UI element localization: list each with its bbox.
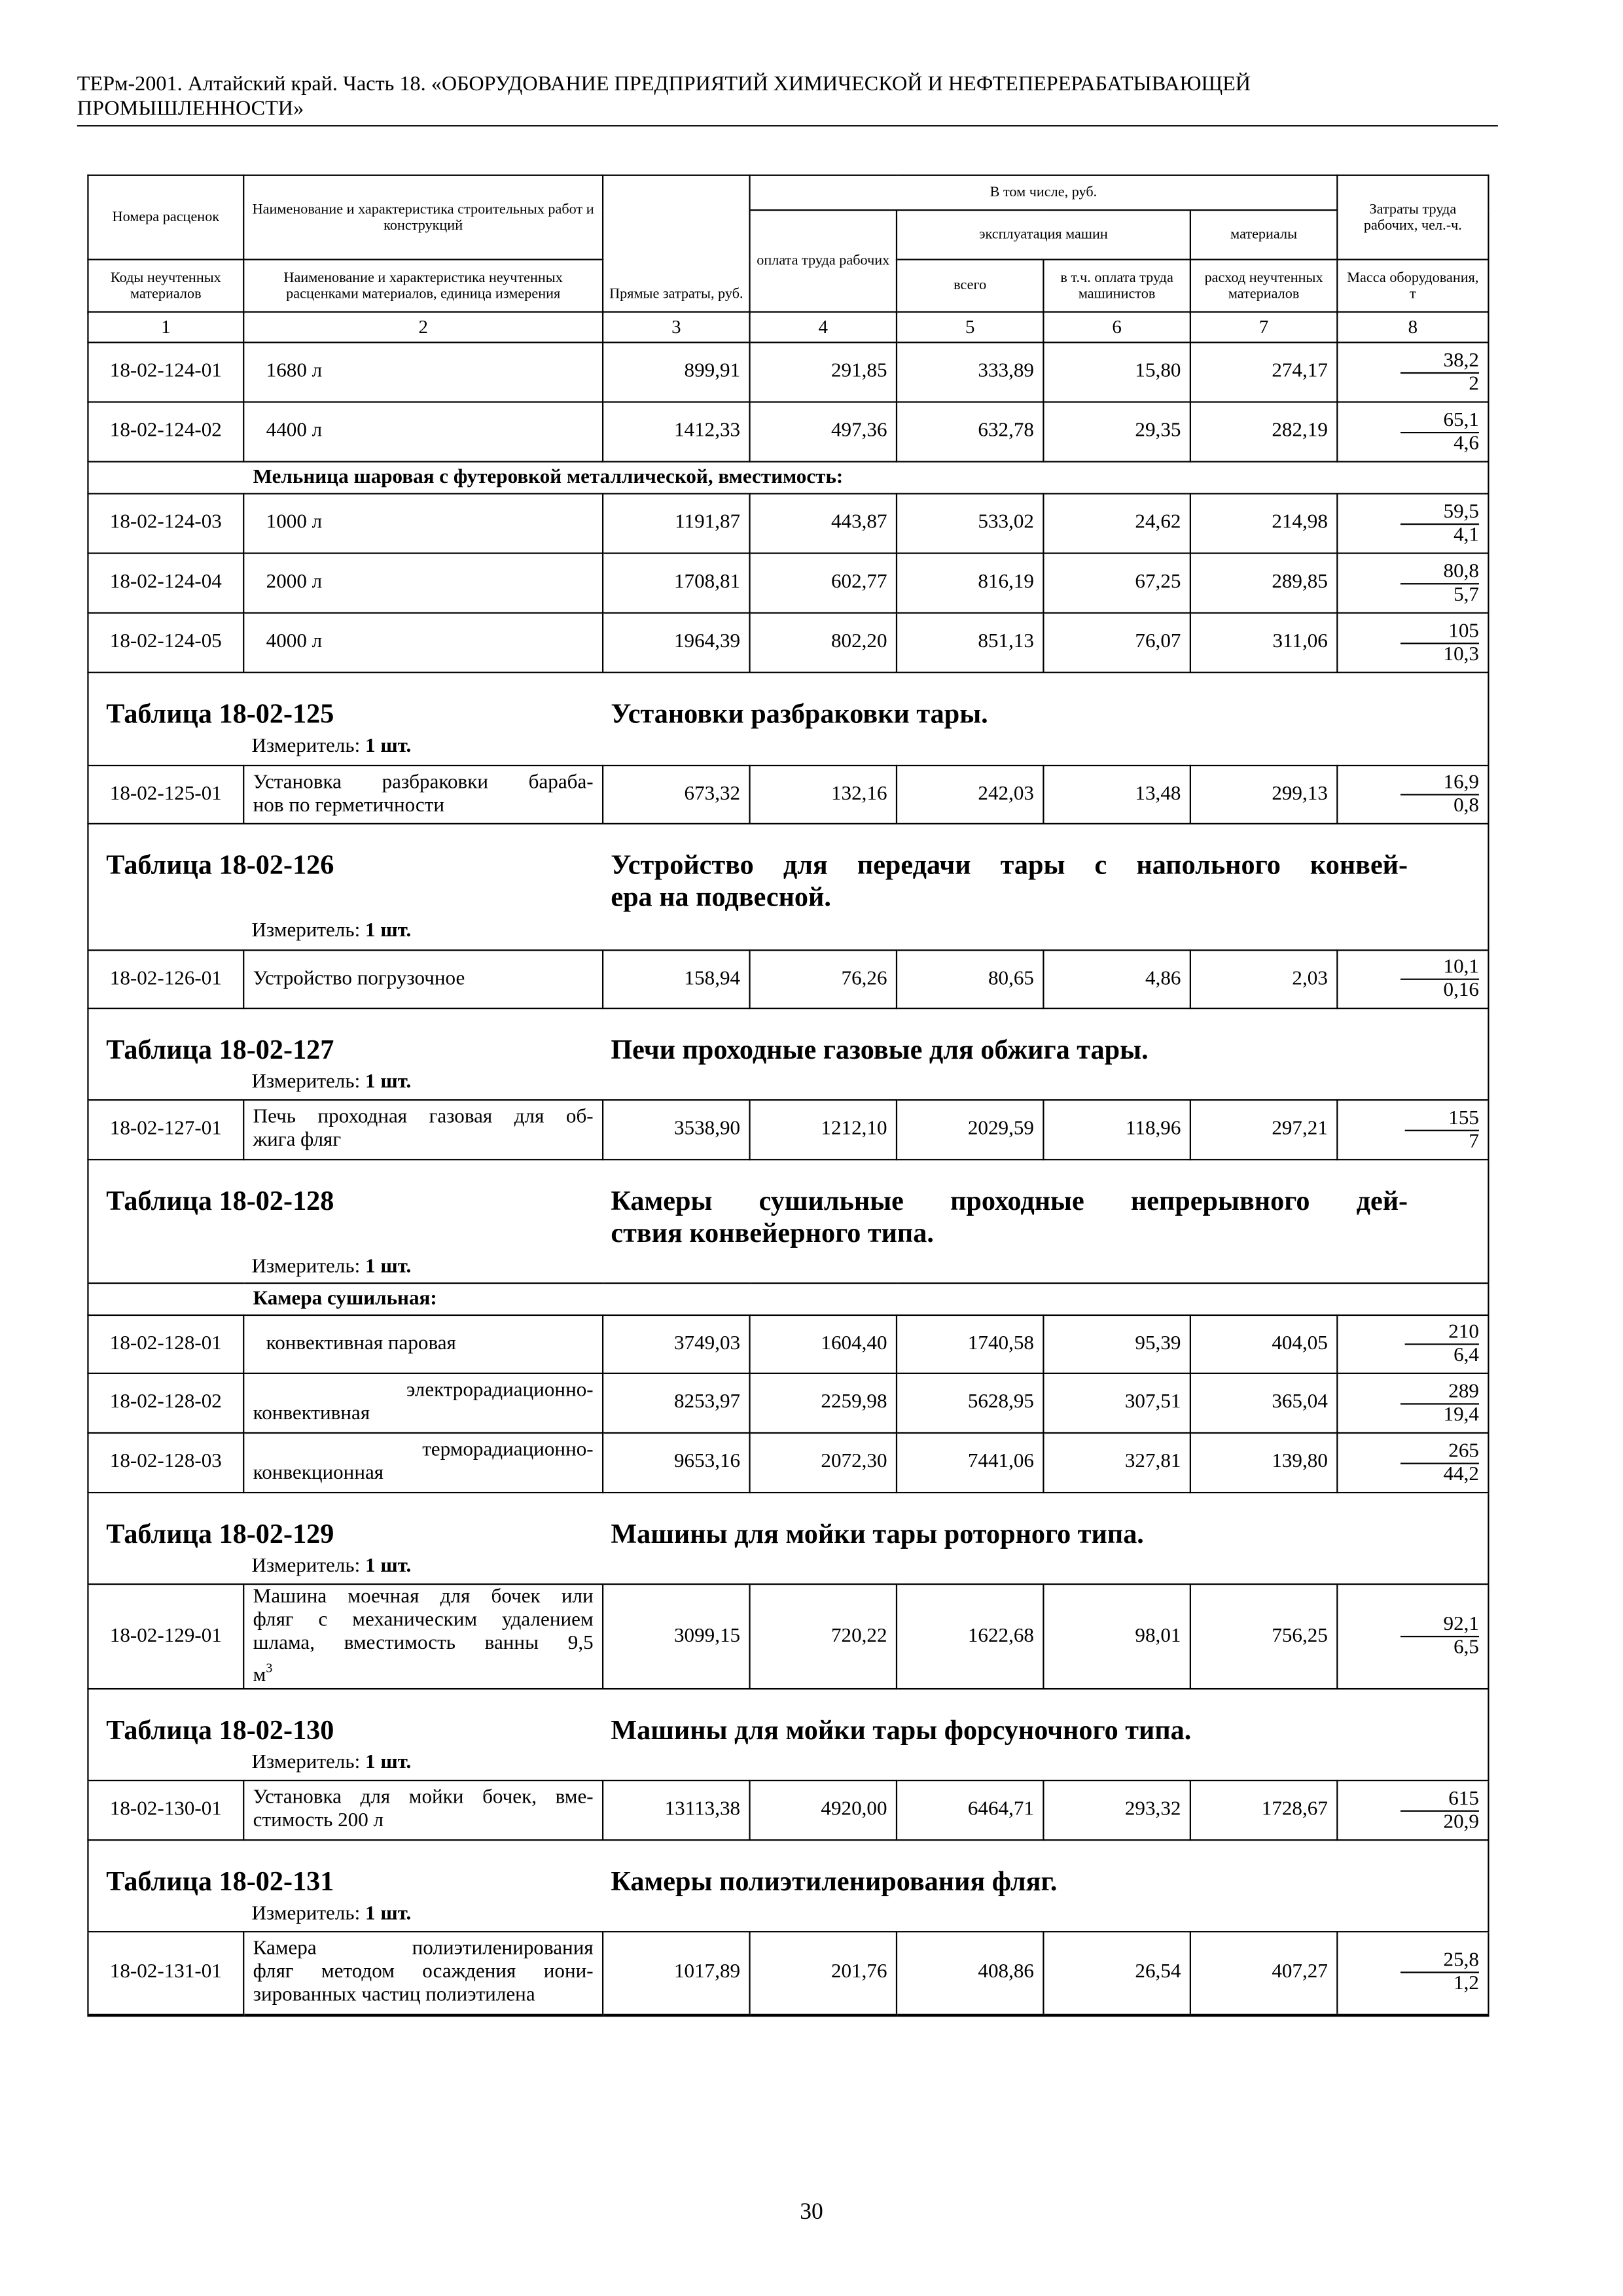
col-header-machines-total: всего [897, 260, 1043, 312]
machine-cost: 408,86 [897, 1932, 1043, 2015]
labor-mass-fraction [1337, 766, 1488, 824]
table-title: Машины для мойки тары форсуночного типа. [611, 1716, 1192, 1746]
labor-hours: 105 [1448, 620, 1479, 643]
table-row [88, 1584, 1488, 1689]
equipment-mass: 10,3 [1400, 642, 1479, 665]
rate-name [243, 1433, 603, 1492]
material-cost: 139,80 [1190, 1433, 1337, 1492]
table-heading-block [88, 1689, 1488, 1780]
table-title: Камеры полиэтиленирования фляг. [611, 1867, 1058, 1898]
table-row [88, 1932, 1488, 2015]
col-header-machines: эксплуатация машин [897, 210, 1190, 260]
rate-name: 1000 л [243, 493, 603, 553]
section-heading: Мельница шаровая с футеровкой металлической, вместимость: [88, 462, 1488, 494]
rate-name-line: фляг с механическим удалением [253, 1608, 594, 1631]
section-row [88, 1283, 1488, 1315]
rate-name: 1680 л [243, 342, 603, 402]
rate-name: 4000 л [243, 613, 603, 673]
col-header-material-use: расход неучтенных материалов [1190, 260, 1337, 312]
labor-mass-fraction [1337, 1932, 1488, 2015]
rate-code: 18-02-124-02 [88, 402, 243, 461]
rate-name [243, 1373, 603, 1433]
rate-name [243, 1100, 603, 1159]
section-heading: Камера сушильная: [88, 1283, 1488, 1315]
labor-cost: 802,20 [750, 613, 897, 673]
table-row [88, 1780, 1488, 1840]
measure-value: 1 шт. [365, 1903, 412, 1926]
col-num: 6 [1043, 312, 1190, 343]
rate-name-line [253, 1655, 594, 1687]
operator-cost: 13,48 [1043, 766, 1190, 824]
labor-hours: 289 [1448, 1380, 1479, 1403]
table-row [88, 1315, 1488, 1373]
rate-name-line: Машина моечная для бочек или [253, 1585, 594, 1608]
col-num: 3 [603, 312, 749, 343]
material-cost: 311,06 [1190, 613, 1337, 673]
operator-cost: 29,35 [1043, 402, 1190, 461]
table-title [611, 851, 1488, 915]
labor-cost: 497,36 [750, 402, 897, 461]
page-number: 30 [800, 2200, 823, 2225]
measure-label: Измеритель: [251, 1256, 361, 1279]
operator-cost: 76,07 [1043, 613, 1190, 673]
operator-cost: 67,25 [1043, 554, 1190, 613]
measure-value: 1 шт. [365, 1256, 412, 1279]
rate-code: 18-02-128-01 [88, 1315, 243, 1373]
machine-cost: 242,03 [897, 766, 1043, 824]
machine-cost: 5628,95 [897, 1373, 1043, 1433]
rate-code: 18-02-127-01 [88, 1100, 243, 1159]
labor-mass-fraction [1337, 1584, 1488, 1689]
direct-cost: 9653,16 [603, 1433, 749, 1492]
measure-line [98, 735, 1488, 759]
rate-code: 18-02-130-01 [88, 1780, 243, 1840]
direct-cost: 3538,90 [603, 1100, 749, 1159]
labor-mass-fraction [1337, 402, 1488, 461]
rate-name-line: жига фляг [253, 1129, 342, 1152]
rate-name: Устройство погрузочное [243, 950, 603, 1008]
machine-cost: 6464,71 [897, 1780, 1043, 1840]
unit-text: м [253, 1664, 266, 1686]
col-header-codes: Номера расценок [88, 175, 243, 260]
rate-code: 18-02-128-02 [88, 1373, 243, 1433]
rate-name-line: нов по герметичности [253, 794, 444, 817]
rate-code: 18-02-131-01 [88, 1932, 243, 2015]
material-cost: 407,27 [1190, 1932, 1337, 2015]
direct-cost: 1964,39 [603, 613, 749, 673]
rate-name: конвективная паровая [243, 1315, 603, 1373]
measure-label: Измеритель: [251, 1071, 361, 1094]
labor-mass-fraction [1337, 1433, 1488, 1492]
table-number: Таблица 18-02-130 [106, 1716, 334, 1746]
operator-cost: 293,32 [1043, 1780, 1190, 1840]
table-title [611, 1186, 1488, 1250]
machine-cost: 851,13 [897, 613, 1043, 673]
material-cost: 274,17 [1190, 342, 1337, 402]
direct-cost: 899,91 [603, 342, 749, 402]
labor-hours: 265 [1448, 1440, 1479, 1462]
table-row [88, 1100, 1488, 1159]
unit-superscript: 3 [266, 1659, 273, 1674]
table-title-line: ствия конвейерного типа. [611, 1218, 934, 1249]
labor-hours: 25,8 [1443, 1950, 1479, 1972]
labor-hours: 80,8 [1443, 560, 1479, 582]
rate-code: 18-02-129-01 [88, 1584, 243, 1689]
labor-hours: 210 [1448, 1321, 1479, 1344]
direct-cost: 1708,81 [603, 554, 749, 613]
equipment-mass: 4,1 [1400, 523, 1479, 546]
equipment-mass: 4,6 [1400, 431, 1479, 455]
rate-name [243, 1932, 603, 2015]
measure-line [98, 1256, 1488, 1280]
measure-line [98, 1752, 1488, 1776]
rate-name-line: зированных частиц полиэтилена [253, 1984, 535, 2007]
material-cost: 297,21 [1190, 1100, 1337, 1159]
machine-cost: 2029,59 [897, 1100, 1043, 1159]
measure-line [98, 1072, 1488, 1095]
col-num: 7 [1190, 312, 1337, 343]
col-header-materials: материалы [1190, 210, 1337, 260]
table-title-line: Устройство для передачи тары с напольного конвей- [611, 850, 1408, 881]
labor-cost: 201,76 [750, 1932, 897, 2015]
col-num: 5 [897, 312, 1043, 343]
table-heading-block [88, 1840, 1488, 1932]
operator-cost: 95,39 [1043, 1315, 1190, 1373]
col-header-labor: оплата труда рабочих [750, 210, 897, 312]
table-row [88, 342, 1488, 402]
measure-line [98, 1903, 1488, 1927]
operator-cost: 4,86 [1043, 950, 1190, 1008]
equipment-mass: 6,5 [1400, 1636, 1479, 1659]
machine-cost: 333,89 [897, 342, 1043, 402]
machine-cost: 1622,68 [897, 1584, 1043, 1689]
rate-name [243, 1780, 603, 1840]
labor-cost: 76,26 [750, 950, 897, 1008]
direct-cost: 8253,97 [603, 1373, 749, 1433]
col-header-operators: в т.ч. оплата труда машинистов [1043, 260, 1190, 312]
table-number: Таблица 18-02-126 [106, 850, 334, 881]
table-row [88, 1373, 1488, 1433]
equipment-mass: 44,2 [1400, 1462, 1479, 1485]
col-header-direct: Прямые затраты, руб. [603, 175, 749, 312]
rate-name-line: конвективная [253, 1403, 370, 1425]
operator-cost: 98,01 [1043, 1584, 1190, 1689]
measure-value: 1 шт. [365, 1555, 412, 1578]
direct-cost: 3099,15 [603, 1584, 749, 1689]
labor-cost: 2259,98 [750, 1373, 897, 1433]
labor-hours: 615 [1448, 1788, 1479, 1810]
table-row [88, 766, 1488, 824]
labor-mass-fraction [1337, 342, 1488, 402]
price-table [87, 175, 1489, 2016]
equipment-mass: 0,8 [1400, 794, 1479, 817]
col-header-mass: Масса оборудования, т [1337, 260, 1488, 312]
material-cost: 2,03 [1190, 950, 1337, 1008]
labor-hours: 16,9 [1443, 771, 1479, 794]
material-cost: 214,98 [1190, 493, 1337, 553]
direct-cost: 3749,03 [603, 1315, 749, 1373]
labor-cost: 602,77 [750, 554, 897, 613]
labor-cost: 291,85 [750, 342, 897, 402]
equipment-mass: 19,4 [1400, 1402, 1479, 1426]
table-row [88, 554, 1488, 613]
labor-cost: 4920,00 [750, 1780, 897, 1840]
labor-cost: 443,87 [750, 493, 897, 553]
section-row [88, 462, 1488, 494]
column-numbers-row [88, 312, 1488, 343]
equipment-mass: 5,7 [1400, 582, 1479, 606]
operator-cost: 26,54 [1043, 1932, 1190, 2015]
rate-code: 18-02-128-03 [88, 1433, 243, 1492]
table-title-line: ера на подвесной. [611, 882, 831, 913]
rate-name-line: Установка разбраковки бараба- [253, 771, 594, 794]
col-num: 8 [1337, 312, 1488, 343]
measure-value: 1 шт. [365, 1071, 412, 1094]
rate-code: 18-02-125-01 [88, 766, 243, 824]
measure-line [98, 1556, 1488, 1580]
running-header [77, 73, 1495, 122]
operator-cost: 307,51 [1043, 1373, 1190, 1433]
table-row [88, 950, 1488, 1008]
rate-code: 18-02-124-04 [88, 554, 243, 613]
rate-name-line: Печь проходная газовая для об- [253, 1106, 594, 1129]
equipment-mass: 7 [1405, 1129, 1479, 1153]
direct-cost: 158,94 [603, 950, 749, 1008]
labor-cost: 132,16 [750, 766, 897, 824]
table-heading-block [88, 1008, 1488, 1100]
operator-cost: 327,81 [1043, 1433, 1190, 1492]
labor-mass-fraction [1337, 950, 1488, 1008]
table-title: Машины для мойки тары роторного типа. [611, 1519, 1144, 1550]
measure-value: 1 шт. [365, 1752, 412, 1775]
measure-label: Измеритель: [251, 1752, 361, 1775]
equipment-mass: 20,9 [1400, 1810, 1479, 1833]
material-cost: 365,04 [1190, 1373, 1337, 1433]
rate-name: 4400 л [243, 402, 603, 461]
table-number: Таблица 18-02-127 [106, 1035, 334, 1066]
table-number: Таблица 18-02-129 [106, 1519, 334, 1550]
direct-cost: 673,32 [603, 766, 749, 824]
equipment-mass: 6,4 [1405, 1343, 1479, 1367]
measure-value: 1 шт. [365, 735, 412, 758]
table-heading-block [88, 1159, 1488, 1283]
labor-mass-fraction [1337, 1315, 1488, 1373]
equipment-mass: 1,2 [1400, 1972, 1479, 1996]
machine-cost: 632,78 [897, 402, 1043, 461]
rate-name-line: Камера полиэтиленирования [253, 1937, 594, 1960]
table-heading-block [88, 824, 1488, 950]
material-cost: 1728,67 [1190, 1780, 1337, 1840]
header-line-2: ПРОМЫШЛЕННОСТИ» [77, 97, 304, 121]
table-number: Таблица 18-02-128 [106, 1186, 334, 1217]
rate-code: 18-02-124-01 [88, 342, 243, 402]
col-header-group: В том числе, руб. [750, 175, 1338, 210]
header-rule [77, 125, 1498, 126]
measure-label: Измеритель: [251, 920, 361, 942]
col-header-name: Наименование и характеристика строительных работ и конструкций [243, 175, 603, 260]
operator-cost: 15,80 [1043, 342, 1190, 402]
rate-name [243, 1584, 603, 1689]
material-cost: 289,85 [1190, 554, 1337, 613]
equipment-mass: 2 [1400, 372, 1479, 395]
labor-mass-fraction [1337, 613, 1488, 673]
rate-code: 18-02-126-01 [88, 950, 243, 1008]
measure-value: 1 шт. [365, 920, 412, 942]
col-header-labor-cost: Затраты труда рабочих, чел.-ч. [1337, 175, 1488, 260]
machine-cost: 1740,58 [897, 1315, 1043, 1373]
measure-label: Измеритель: [251, 1903, 361, 1926]
labor-cost: 720,22 [750, 1584, 897, 1689]
rate-code: 18-02-124-03 [88, 493, 243, 553]
labor-hours: 10,1 [1443, 957, 1479, 979]
labor-cost: 1212,10 [750, 1100, 897, 1159]
rate-name-line: терморадиационно- [422, 1439, 594, 1462]
direct-cost: 1412,33 [603, 402, 749, 461]
col-num: 2 [243, 312, 603, 343]
direct-cost: 1191,87 [603, 493, 749, 553]
measure-line [98, 921, 1488, 944]
table-heading-block [88, 1492, 1488, 1584]
table-title-line: Камеры сушильные проходные непрерывного дей- [611, 1186, 1408, 1217]
rate-name-line: электрорадиационно- [406, 1379, 594, 1402]
labor-hours: 92,1 [1443, 1614, 1479, 1636]
col-num: 4 [750, 312, 897, 343]
measure-label: Измеритель: [251, 1555, 361, 1578]
header-line-1: ТЕРм-2001. Алтайский край. Часть 18. «ОБОРУДОВАНИЕ ПРЕДПРИЯТИЙ ХИМИЧЕСКОЙ И НЕФТЕПЕРЕРАБАТЫВАЮЩЕЙ [77, 73, 1251, 96]
direct-cost: 1017,89 [603, 1932, 749, 2015]
table-row [88, 1433, 1488, 1492]
col-header-material-names: Наименование и характеристика неучтенных расценками материалов, единица измерения [243, 260, 603, 312]
labor-cost: 2072,30 [750, 1433, 897, 1492]
measure-label: Измеритель: [251, 735, 361, 758]
machine-cost: 80,65 [897, 950, 1043, 1008]
material-cost: 756,25 [1190, 1584, 1337, 1689]
table-number: Таблица 18-02-131 [106, 1867, 334, 1898]
direct-cost: 13113,38 [603, 1780, 749, 1840]
rate-name-line: стимость 200 л [253, 1810, 384, 1832]
labor-mass-fraction [1337, 493, 1488, 553]
col-num: 1 [88, 312, 243, 343]
operator-cost: 24,62 [1043, 493, 1190, 553]
table-number: Таблица 18-02-125 [106, 699, 334, 730]
rate-code: 18-02-124-05 [88, 613, 243, 673]
rate-name [243, 766, 603, 824]
labor-cost: 1604,40 [750, 1315, 897, 1373]
labor-hours: 38,2 [1443, 349, 1479, 372]
table-row [88, 402, 1488, 461]
labor-hours: 155 [1448, 1107, 1479, 1129]
material-cost: 404,05 [1190, 1315, 1337, 1373]
rate-name-line: конвекционная [253, 1462, 384, 1485]
table-heading-block [88, 673, 1488, 766]
table-row [88, 493, 1488, 553]
labor-hours: 59,5 [1443, 501, 1479, 523]
labor-mass-fraction [1337, 1780, 1488, 1840]
machine-cost: 533,02 [897, 493, 1043, 553]
material-cost: 282,19 [1190, 402, 1337, 461]
col-header-material-codes: Коды неучтенных материалов [88, 260, 243, 312]
machine-cost: 7441,06 [897, 1433, 1043, 1492]
operator-cost: 118,96 [1043, 1100, 1190, 1159]
rate-name-line: Установка для мойки бочек, вме- [253, 1787, 594, 1809]
rate-name: 2000 л [243, 554, 603, 613]
material-cost: 299,13 [1190, 766, 1337, 824]
table-title: Установки разбраковки тары. [611, 699, 988, 730]
rate-name-line: шлама, вместимость ванны 9,5 [253, 1632, 594, 1654]
labor-mass-fraction [1337, 554, 1488, 613]
machine-cost: 816,19 [897, 554, 1043, 613]
equipment-mass: 0,16 [1400, 979, 1479, 1002]
table-row [88, 613, 1488, 673]
labor-hours: 65,1 [1443, 409, 1479, 431]
table-title: Печи проходные газовые для обжига тары. [611, 1035, 1149, 1066]
rate-name-line: фляг методом осаждения иони- [253, 1961, 594, 1983]
labor-mass-fraction [1337, 1100, 1488, 1159]
labor-mass-fraction [1337, 1373, 1488, 1433]
